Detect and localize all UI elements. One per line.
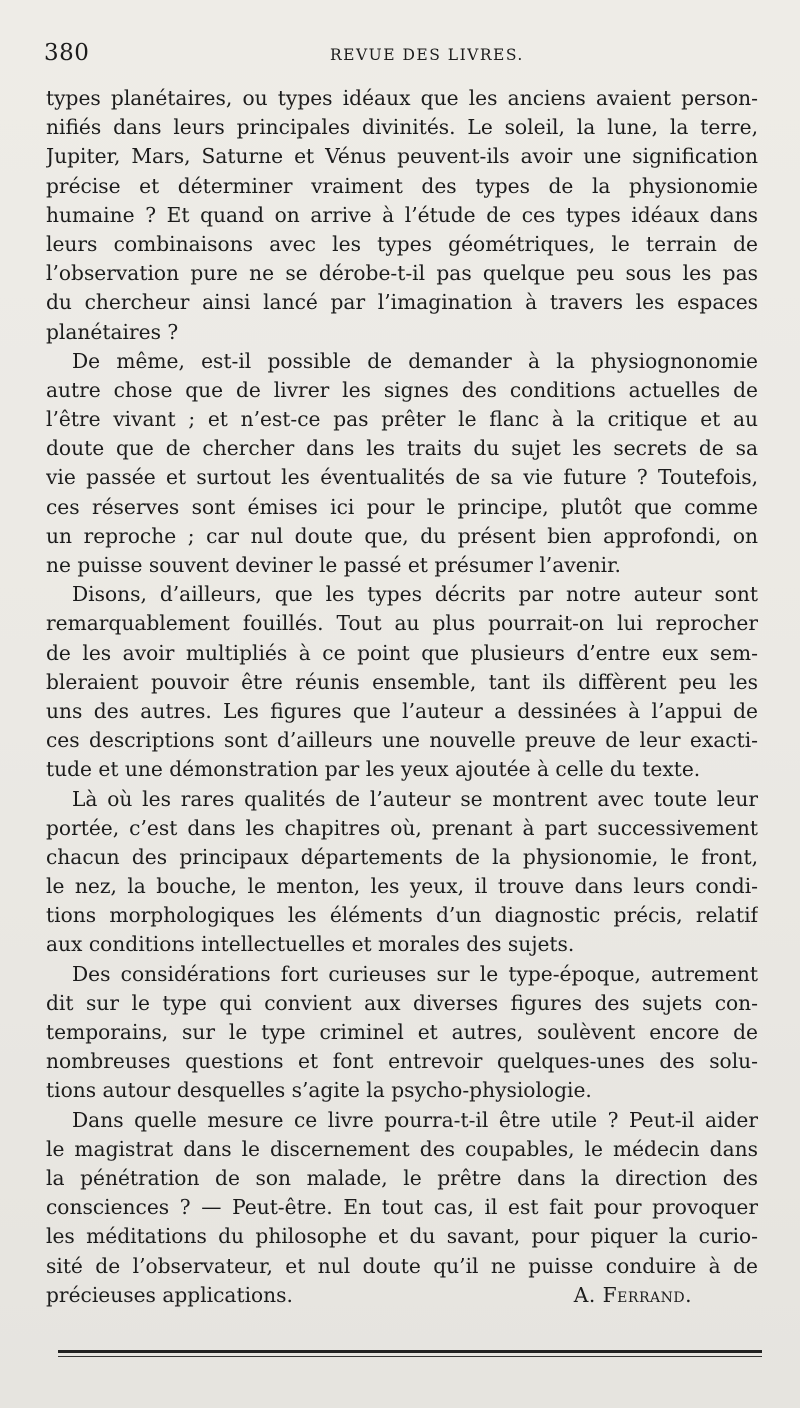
- page-header: [44, 40, 760, 74]
- text-line: ces descriptions sont d’ailleurs une nouvelle preuve de leur exacti-: [46, 728, 758, 753]
- text-line: temporains, sur le type criminel et autres, soulèvent encore de: [46, 1020, 758, 1044]
- text-line: uns des autres. Les figures que l’auteur a dessinées à l’appui de: [46, 698, 758, 723]
- text-line: précise et déterminer vraiment des types de la physionomie: [46, 173, 758, 198]
- author-signature: A. Ferrand.: [573, 1282, 692, 1307]
- page-number: 380: [44, 40, 90, 66]
- paragraph-start-line: Disons, d’ailleurs, que les types décrits par notre auteur sont: [72, 582, 758, 607]
- text-line: humaine ? Et quand on arrive à l’étude de ces types idéaux dans: [46, 202, 758, 227]
- text-line: Jupiter, Mars, Saturne et Vénus peuvent-ils avoir une signification: [46, 144, 758, 169]
- closing-text: précieuses applications.: [46, 1282, 293, 1307]
- text-line: chacun des principaux départements de la physionomie, le front,: [46, 844, 758, 869]
- text-line: l’observation pure ne se dérobe-t-il pas quelque peu sous les pas: [46, 261, 758, 286]
- text-line: types planétaires, ou types idéaux que les anciens avaient person-: [46, 86, 758, 110]
- text-line: ces réserves sont émises ici pour le principe, plutôt que comme: [46, 494, 758, 519]
- text-line: le nez, la bouche, le menton, les yeux, il trouve dans leurs condi-: [46, 874, 758, 899]
- text-line: dit sur le type qui convient aux diverses figures des sujets con-: [46, 990, 758, 1015]
- paragraph-start-line: Dans quelle mesure ce livre pourra-t-il être utile ? Peut-il aider: [72, 1107, 758, 1132]
- text-line: nombreuses questions et font entrevoir quelques-unes des solu-: [46, 1049, 758, 1074]
- review-text: [46, 84, 758, 1310]
- text-line: nifiés dans leurs principales divinités. Le soleil, la lune, la terre,: [46, 115, 758, 140]
- text-line: la pénétration de son malade, le prêtre dans la direction des: [46, 1165, 758, 1190]
- text-line: de les avoir multipliés à ce point que plusieurs d’entre eux sem-: [46, 640, 758, 665]
- paragraph-end-line: tude et une démonstration par les yeux ajoutée à celle du texte.: [46, 757, 701, 782]
- text-line: doute que de chercher dans les traits du sujet les secrets de sa: [46, 436, 758, 461]
- paragraph-end-line: planétaires ?: [46, 319, 179, 344]
- bottom-rule: [58, 1350, 762, 1353]
- text-line: tions morphologiques les éléments d’un diagnostic précis, relatif: [46, 903, 758, 928]
- paragraph-start-line: Des considérations fort curieuses sur le type-époque, autrement: [72, 961, 758, 986]
- paragraph-start-line: De même, est-il possible de demander à la physiognonomie: [72, 348, 758, 373]
- text-line: le magistrat dans le discernement des coupables, le médecin dans: [46, 1136, 758, 1161]
- text-line: portée, c’est dans les chapitres où, prenant à part successivement: [46, 815, 758, 840]
- text-line: bleraient pouvoir être réunis ensemble, tant ils diffèrent peu les: [46, 669, 758, 694]
- text-line: l’être vivant ; et n’est-ce pas prêter le flanc à la critique et au: [46, 407, 758, 432]
- text-line: du chercheur ainsi lancé par l’imagination à travers les espaces: [46, 290, 758, 315]
- running-title: REVUE DES LIVRES.: [330, 46, 524, 64]
- paragraph-end-line: aux conditions intellectuelles et morales des sujets.: [46, 932, 575, 957]
- paragraph-end-line: tions autour desquelles s’agite la psycho-physiologie.: [46, 1078, 592, 1103]
- text-line: remarquablement fouillés. Tout au plus pourrait-on lui reprocher: [46, 611, 758, 636]
- text-line: les méditations du philosophe et du savant, pour piquer la curio-: [46, 1224, 758, 1249]
- paragraph-start-line: Là où les rares qualités de l’auteur se montrent avec toute leur: [72, 786, 758, 811]
- text-line: un reproche ; car nul doute que, du présent bien approfondi, on: [46, 523, 758, 548]
- text-line: consciences ? — Peut-être. En tout cas, il est fait pour provoquer: [46, 1195, 758, 1220]
- text-line: sité de l’observateur, et nul doute qu’il ne puisse conduire à de: [46, 1253, 758, 1278]
- text-line: vie passée et surtout les éventualités de sa vie future ? Toutefois,: [46, 465, 758, 490]
- bottom-rule-thin: [58, 1356, 762, 1357]
- paragraph-end-line: ne puisse souvent deviner le passé et présumer l’avenir.: [46, 553, 621, 577]
- text-line: autre chose que de livrer les signes des conditions actuelles de: [46, 377, 758, 402]
- text-line: leurs combinaisons avec les types géométriques, le terrain de: [46, 231, 758, 256]
- closing-line: [46, 1281, 758, 1310]
